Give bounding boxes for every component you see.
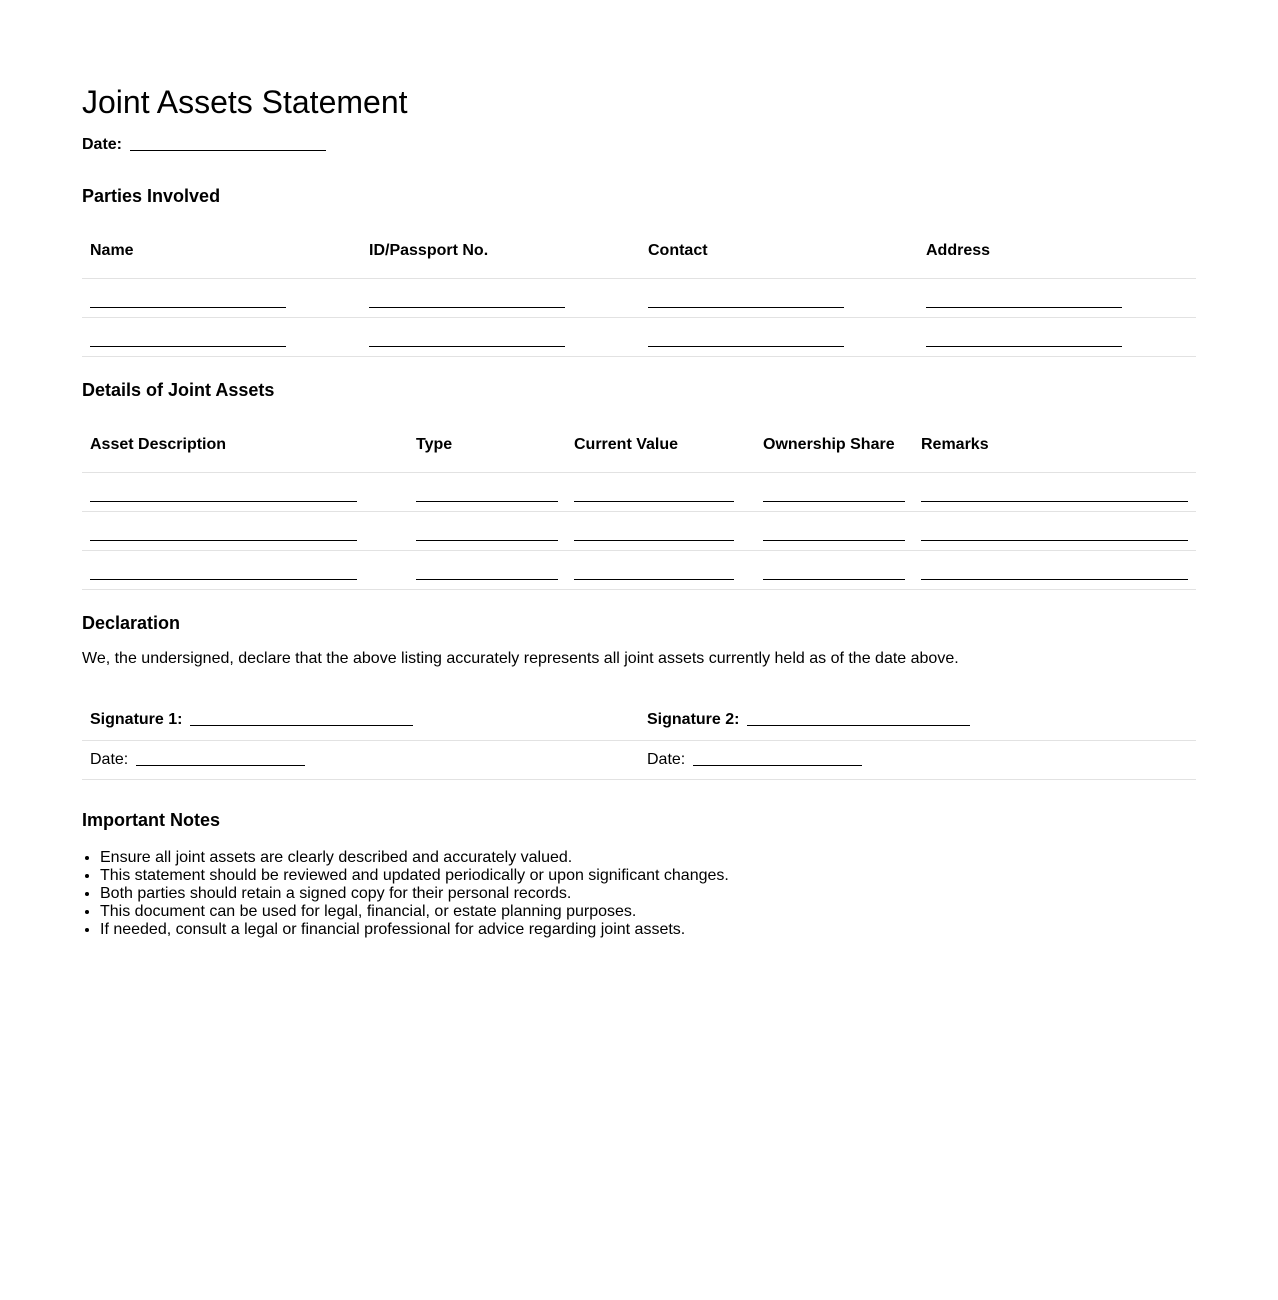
table-row [82, 278, 1196, 317]
assets-header-share: Ownership Share [755, 433, 913, 472]
asset-share-cell [755, 511, 913, 550]
asset-share-blank[interactable] [763, 579, 905, 580]
signature-row [82, 701, 1196, 740]
assets-table [82, 433, 1196, 590]
party-name-blank[interactable] [90, 346, 286, 347]
party-name-blank[interactable] [90, 307, 286, 308]
asset-share-cell [755, 472, 913, 511]
asset-share-cell [755, 550, 913, 589]
asset-value-cell [566, 472, 755, 511]
list-item: • Both parties should retain a signed copy for their personal records. [100, 885, 729, 903]
parties-header-address: Address [918, 239, 1196, 278]
table-row [82, 317, 1196, 356]
asset-remarks-cell [913, 472, 1196, 511]
asset-description-blank[interactable] [90, 501, 357, 502]
declaration-text: We, the undersigned, declare that the above listing accurately represents all joint assets currently held as of the date above. [82, 650, 959, 667]
asset-type-blank[interactable] [416, 501, 558, 502]
asset-description-cell [82, 511, 408, 550]
asset-share-blank[interactable] [763, 501, 905, 502]
party-address-cell [918, 278, 1196, 317]
asset-remarks-blank[interactable] [921, 579, 1188, 580]
party-contact-blank[interactable] [648, 307, 844, 308]
asset-remarks-cell [913, 550, 1196, 589]
signature-1-date-blank[interactable] [136, 765, 305, 766]
table-row [82, 472, 1196, 511]
parties-header-id: ID/Passport No. [361, 239, 640, 278]
assets-section-title: Details of Joint Assets [82, 380, 275, 400]
signature-date-row [82, 740, 1196, 779]
asset-remarks-blank[interactable] [921, 540, 1188, 541]
party-id-blank[interactable] [369, 346, 565, 347]
signature-1-cell [82, 701, 639, 740]
list-item: • This document can be used for legal, financial, or estate planning purposes. [100, 903, 729, 921]
assets-header-description: Asset Description [82, 433, 408, 472]
signature-1-date-label: Date: [90, 750, 129, 768]
parties-header-contact: Contact [640, 239, 918, 278]
parties-header-name: Name [82, 239, 361, 278]
party-address-blank[interactable] [926, 346, 1122, 347]
assets-header-remarks: Remarks [913, 433, 1196, 472]
party-contact-cell [640, 278, 918, 317]
asset-value-blank[interactable] [574, 501, 734, 502]
parties-header-row [82, 239, 1196, 278]
asset-description-cell [82, 472, 408, 511]
notes-section-title: Important Notes [82, 810, 221, 830]
signature-2-cell [639, 701, 1196, 740]
asset-value-blank[interactable] [574, 540, 734, 541]
notes-list [82, 849, 729, 939]
asset-value-cell [566, 511, 755, 550]
asset-description-blank[interactable] [90, 540, 357, 541]
table-row [82, 550, 1196, 589]
party-name-cell [82, 278, 361, 317]
asset-type-blank[interactable] [416, 579, 558, 580]
party-address-blank[interactable] [926, 307, 1122, 308]
asset-remarks-blank[interactable] [921, 501, 1188, 502]
signature-2-date-blank[interactable] [693, 765, 862, 766]
asset-share-blank[interactable] [763, 540, 905, 541]
asset-type-blank[interactable] [416, 540, 558, 541]
asset-type-cell [408, 511, 566, 550]
parties-section-title: Parties Involved [82, 186, 221, 206]
signature-2-date-label: Date: [647, 750, 686, 768]
asset-type-cell [408, 472, 566, 511]
declaration-section-title: Declaration [82, 613, 181, 633]
party-name-cell [82, 317, 361, 356]
asset-type-cell [408, 550, 566, 589]
asset-remarks-cell [913, 511, 1196, 550]
asset-value-cell [566, 550, 755, 589]
asset-description-cell [82, 550, 408, 589]
signature-1-label: Signature 1: [90, 711, 183, 729]
party-contact-cell [640, 317, 918, 356]
statement-date [82, 136, 326, 154]
signature-2-date-cell [639, 740, 1196, 779]
statement-date-label: Date: [82, 136, 123, 153]
page-title: Joint Assets Statement [82, 84, 408, 120]
party-id-cell [361, 278, 640, 317]
parties-table [82, 239, 1196, 357]
signature-table [82, 701, 1196, 780]
party-id-blank[interactable] [369, 307, 565, 308]
asset-description-blank[interactable] [90, 579, 357, 580]
signature-1-blank[interactable] [190, 725, 413, 726]
asset-value-blank[interactable] [574, 579, 734, 580]
list-item: • This statement should be reviewed and updated periodically or upon significant changes. [100, 867, 729, 885]
assets-header-type: Type [408, 433, 566, 472]
party-address-cell [918, 317, 1196, 356]
party-id-cell [361, 317, 640, 356]
assets-header-row [82, 433, 1196, 472]
party-contact-blank[interactable] [648, 346, 844, 347]
list-item: • Ensure all joint assets are clearly described and accurately valued. [100, 849, 729, 867]
table-row [82, 511, 1196, 550]
signature-2-label: Signature 2: [647, 711, 740, 729]
signature-1-date-cell [82, 740, 639, 779]
signature-2-blank[interactable] [747, 725, 970, 726]
assets-header-value: Current Value [566, 433, 755, 472]
list-item: • If needed, consult a legal or financial professional for advice regarding joint assets. [100, 921, 729, 939]
statement-date-blank[interactable] [130, 150, 326, 151]
